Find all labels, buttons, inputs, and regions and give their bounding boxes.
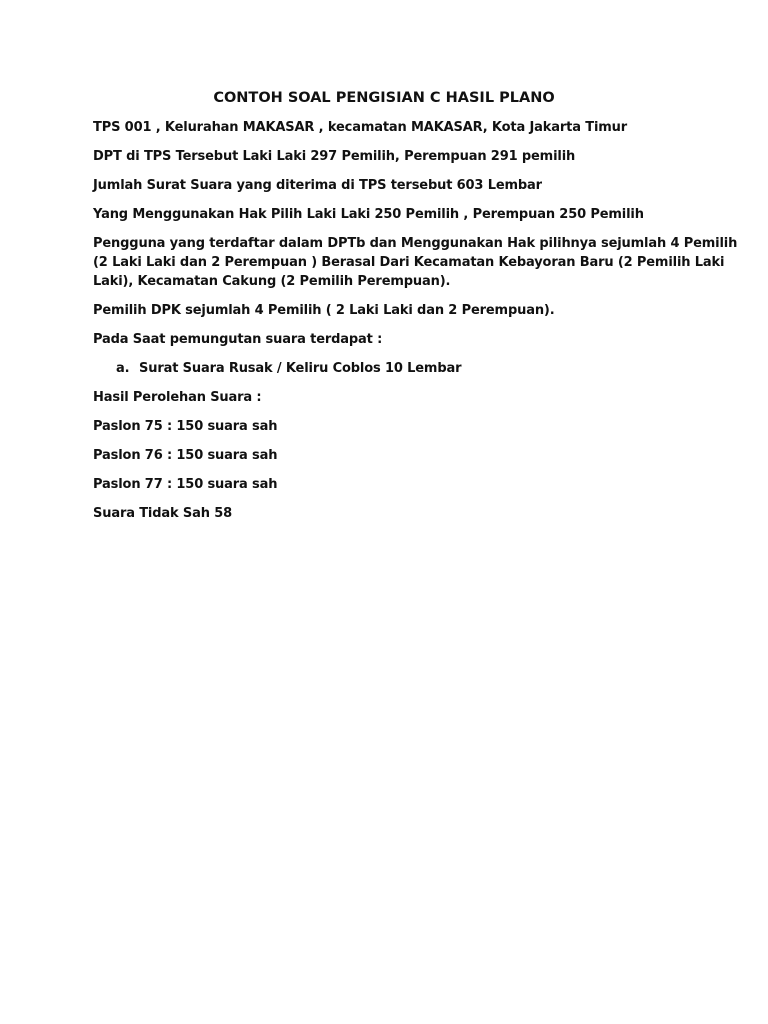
result-invalid-votes: Suara Tidak Sah 58	[93, 506, 232, 521]
list-item-text: Surat Suara Rusak / Keliru Coblos 10 Lembar	[139, 361, 462, 376]
paragraph-pemungutan: Pada Saat pemungutan suara terdapat :	[93, 332, 383, 347]
paragraph-dptb-line-1: Pengguna yang terdaftar dalam DPTb dan Menggunakan Hak pilihnya sejumlah 4 Pemilih	[93, 236, 738, 251]
result-paslon-75: Paslon 75 : 150 suara sah	[93, 419, 278, 434]
result-paslon-76: Paslon 76 : 150 suara sah	[93, 448, 278, 463]
result-paslon-77: Paslon 77 : 150 suara sah	[93, 477, 278, 492]
paragraph-dptb-line-3: Laki), Kecamatan Cakung (2 Pemilih Perempuan).	[93, 274, 451, 289]
paragraph-hasil-heading: Hasil Perolehan Suara :	[93, 390, 262, 405]
list-item-surat-rusak	[116, 360, 676, 379]
document-title: CONTOH SOAL PENGISIAN C HASIL PLANO	[213, 90, 555, 106]
paragraph-surat-suara: Jumlah Surat Suara yang diterima di TPS tersebut 603 Lembar	[93, 178, 542, 193]
paragraph-dpt: DPT di TPS Tersebut Laki Laki 297 Pemilih, Perempuan 291 pemilih	[93, 149, 576, 164]
list-marker: a.	[116, 361, 130, 376]
paragraph-tps-location: TPS 001 , Kelurahan MAKASAR , kecamatan MAKASAR, Kota Jakarta Timur	[93, 120, 628, 135]
paragraph-hak-pilih: Yang Menggunakan Hak Pilih Laki Laki 250 Pemilih , Perempuan 250 Pemilih	[93, 207, 644, 222]
paragraph-dptb-line-2: (2 Laki Laki dan 2 Perempuan ) Berasal Dari Kecamatan Kebayoran Baru (2 Pemilih Laki	[93, 255, 725, 270]
paragraph-dpk: Pemilih DPK sejumlah 4 Pemilih ( 2 Laki Laki dan 2 Perempuan).	[93, 303, 555, 318]
